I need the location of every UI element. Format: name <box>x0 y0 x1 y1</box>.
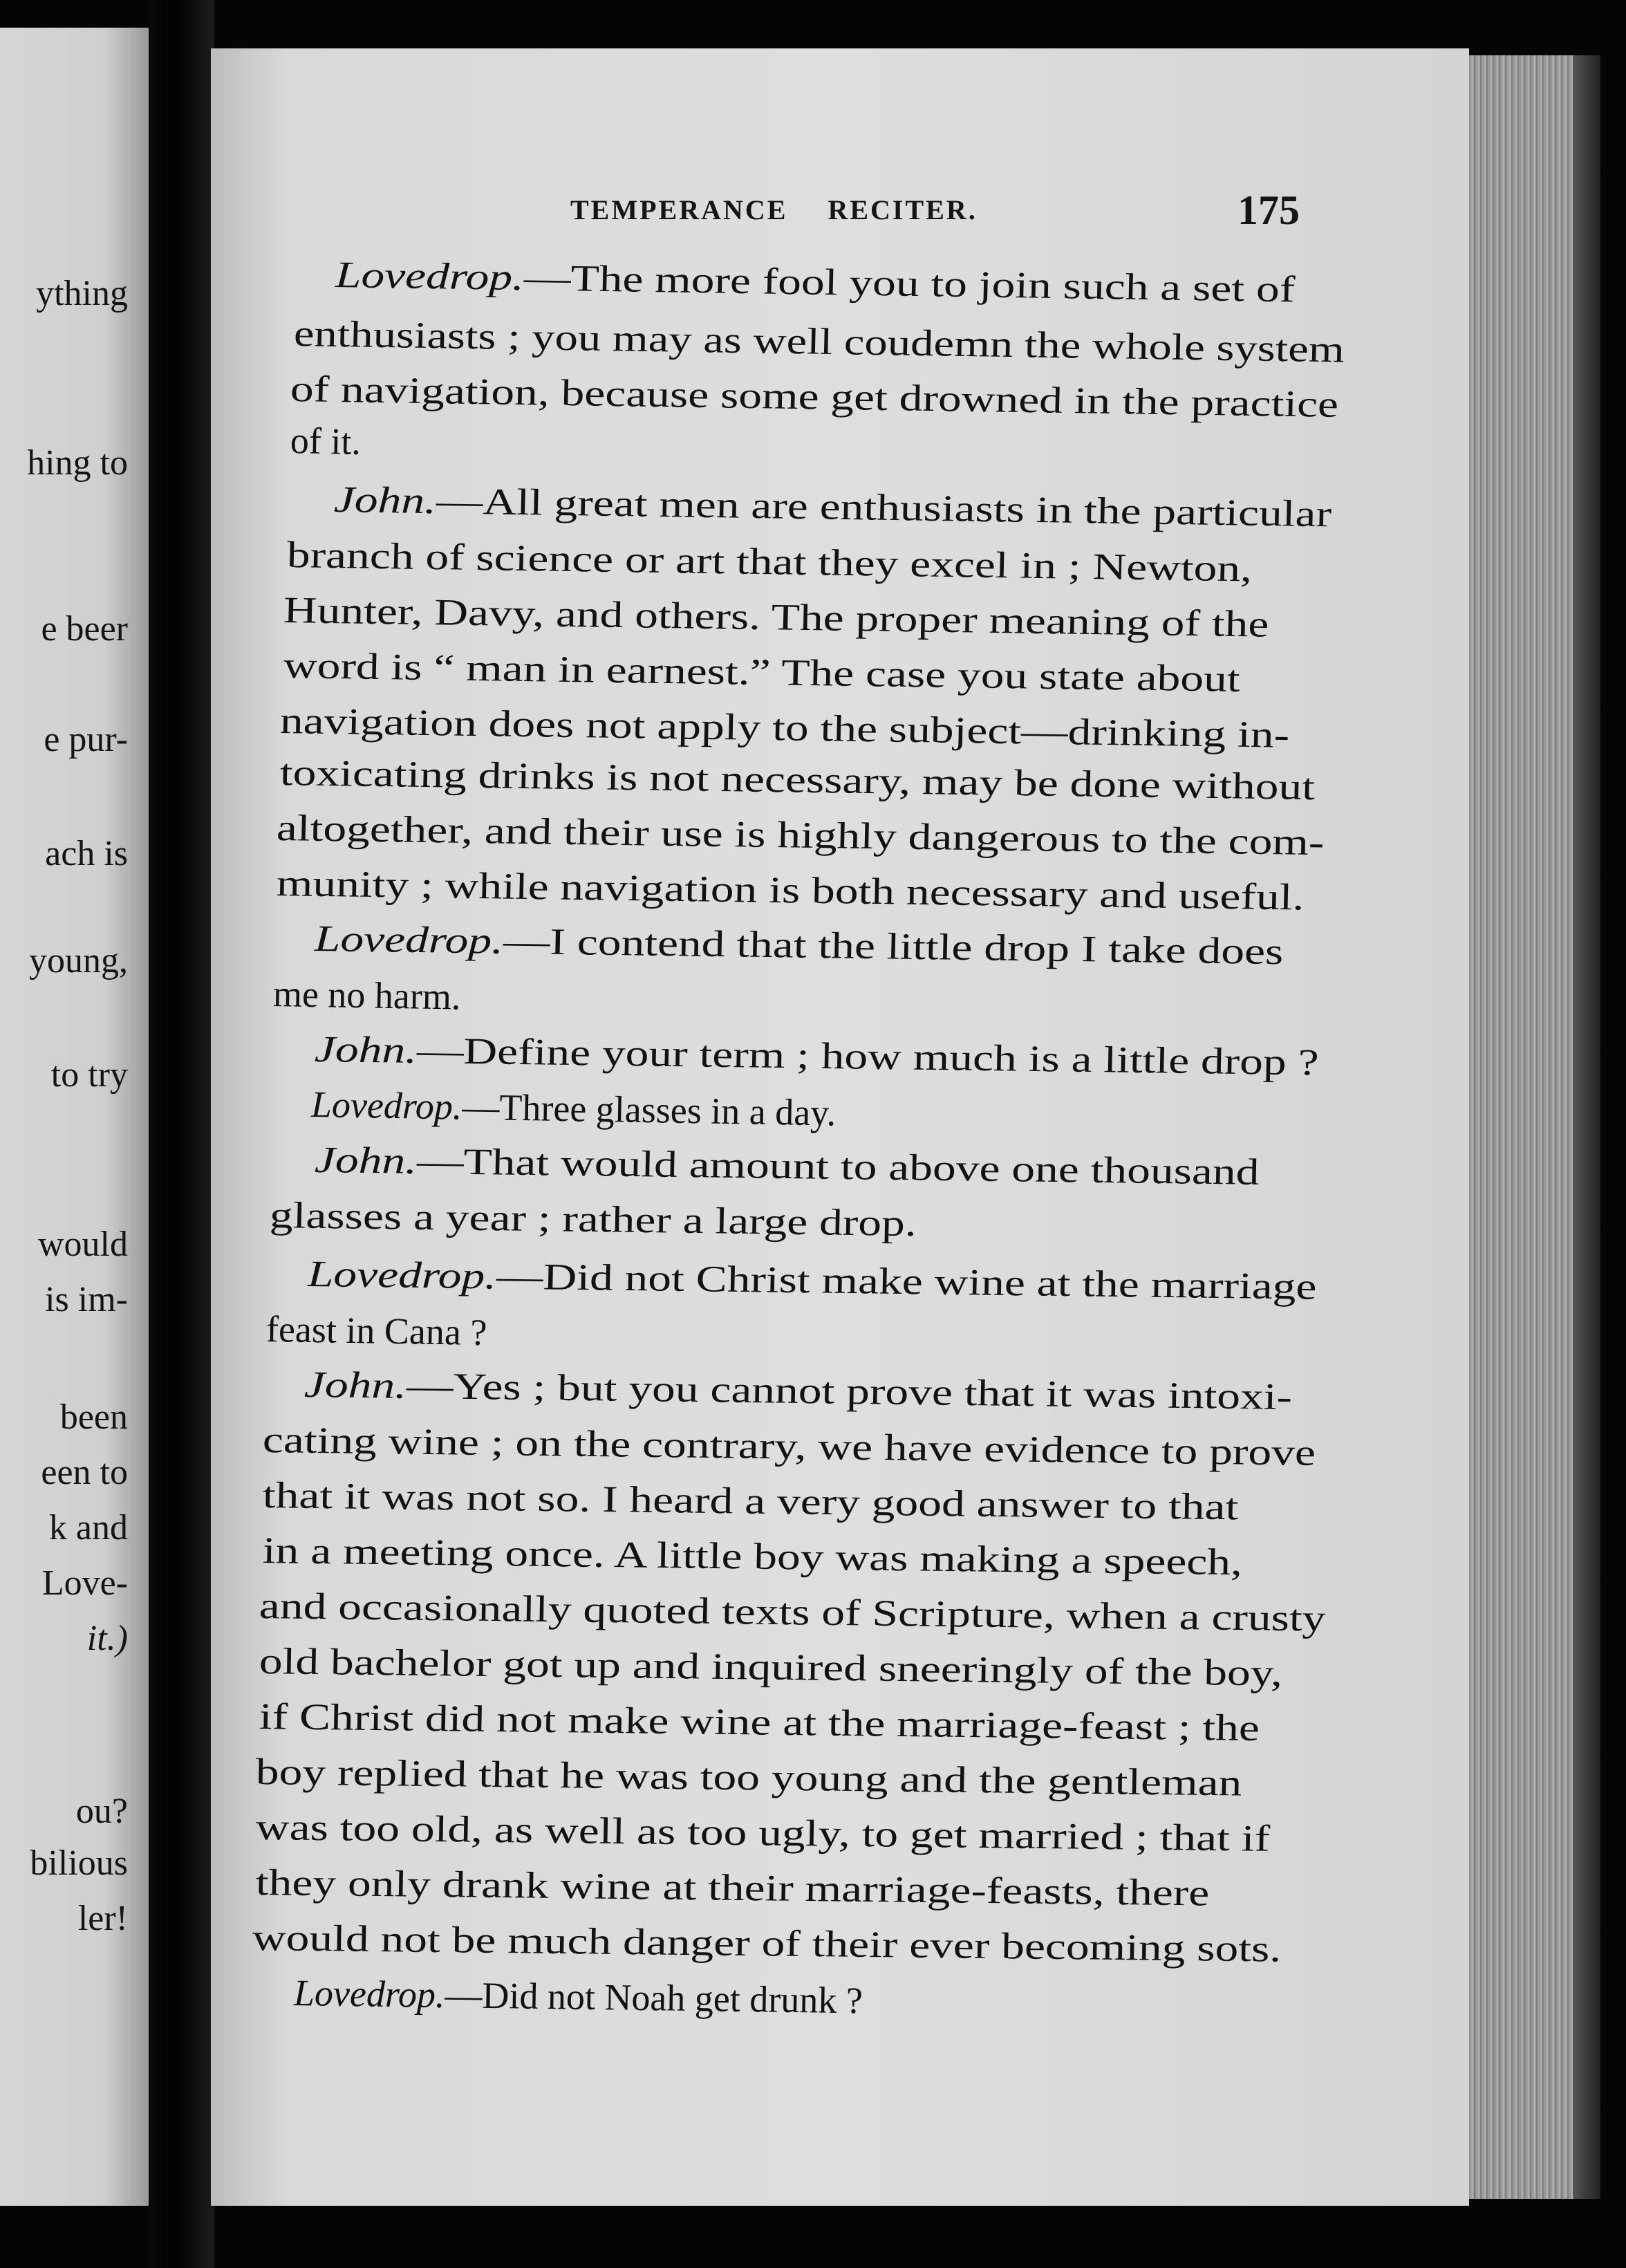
speaker-name: Lovedrop. <box>293 1972 445 2016</box>
text-line <box>276 807 1325 864</box>
previous-page-fragment: would <box>38 1225 128 1264</box>
line-text: —Did not Noah get drunk ? <box>445 1974 863 2022</box>
line-text: boy replied that he was too young and the gentleman <box>255 1751 1242 1804</box>
page-number: 175 <box>1237 187 1300 233</box>
text-line <box>259 1695 1260 1749</box>
line-text: munity ; while navigation is both necessary and useful. <box>276 862 1305 918</box>
line-text: word is “ man in earnest.” The case you state about <box>283 644 1241 700</box>
text-line <box>259 1587 1326 1637</box>
text-line <box>262 1474 1239 1528</box>
previous-page-fragment: young, <box>29 941 128 980</box>
running-head-word-1: TEMPERANCE <box>570 194 788 225</box>
line-text: —Define your term ; how much is a little drop ? <box>416 1029 1320 1084</box>
previous-page-fragment: een to <box>41 1453 128 1492</box>
text-line <box>314 1028 1320 1084</box>
text-line <box>303 1364 1293 1418</box>
line-text: in a meeting once. A little boy was making a speech, <box>262 1530 1243 1583</box>
text-line <box>290 370 1338 423</box>
line-text: me no harm. <box>272 973 461 1018</box>
text-line <box>333 478 1332 535</box>
text-line <box>283 591 1269 643</box>
line-text: altogether, and their use is highly dangerous to the com- <box>276 807 1325 864</box>
text-line <box>262 1532 1242 1581</box>
line-text: —All great men are enthusiasts in the particular <box>436 480 1332 535</box>
text-line <box>283 644 1241 700</box>
line-text: that it was not so. I heard a very good answer to that <box>262 1474 1239 1528</box>
line-text: would not be much danger of their ever becoming sots. <box>252 1917 1282 1970</box>
running-head-word-2: RECITER. <box>828 194 978 225</box>
text-line <box>276 864 1305 916</box>
previous-page-fragment: e pur- <box>44 720 128 759</box>
previous-page-edge <box>0 28 149 2206</box>
line-text: of navigation, because some get drowned in the practice <box>290 368 1339 425</box>
speaker-name: Lovedrop. <box>307 1253 497 1297</box>
line-text: of it. <box>290 420 362 463</box>
text-line <box>256 1863 1210 1912</box>
speaker-name: John. <box>303 1364 407 1406</box>
line-text: —Did not Christ make wine at the marriage <box>496 1255 1318 1308</box>
text-line <box>279 754 1315 806</box>
line-text: old bachelor got up and inquired sneeringly of the boy, <box>259 1640 1283 1694</box>
line-text: enthusiasts ; you may as well coudemn the whole system <box>293 313 1345 371</box>
line-text: —The more fool you to join such a set of <box>523 257 1296 310</box>
text-line <box>290 422 361 461</box>
line-text: —That would amount to above one thousand <box>416 1140 1260 1193</box>
previous-page-fragment: ler! <box>77 1899 128 1938</box>
text-line <box>262 1419 1316 1474</box>
previous-page-fragment: it.) <box>86 1619 128 1658</box>
previous-page-fragment: ything <box>36 274 128 313</box>
speaker-name: John. <box>314 1028 418 1071</box>
dialogue-text <box>211 48 1469 2206</box>
line-text: —Yes ; but you cannot prove that it was intoxi- <box>406 1364 1293 1418</box>
previous-page-fragment: k and <box>48 1508 128 1547</box>
text-line <box>314 1141 1260 1191</box>
previous-page-fragment: bilious <box>30 1843 128 1883</box>
text-line <box>335 256 1296 308</box>
line-text: they only drank wine at their marriage-feasts, there <box>255 1861 1210 1914</box>
text-line <box>311 1086 837 1132</box>
line-text: branch of science or art that they excel in ; Newton, <box>286 534 1253 590</box>
text-line <box>265 1308 487 1354</box>
previous-page-fragment: to try <box>50 1055 128 1095</box>
speaker-name: John. <box>333 478 437 522</box>
text-line <box>259 1642 1282 1692</box>
previous-page-fragment: ou? <box>75 1792 128 1831</box>
line-text: was too old, as well as too ugly, to get married ; that if <box>255 1806 1271 1859</box>
speaker-name: Lovedrop. <box>314 918 504 962</box>
line-text: Hunter, Davy, and others. The proper meaning of the <box>283 589 1270 645</box>
previous-page-fragment: e beer <box>41 609 128 649</box>
line-text: and occasionally quoted texts of Scripture, when a crusty <box>259 1585 1327 1639</box>
book-gutter <box>149 0 214 2268</box>
text-line <box>307 1253 1318 1308</box>
page-stack-edges <box>1452 55 1600 2199</box>
line-text: glasses a year ; rather a large drop. <box>269 1194 917 1245</box>
text-line <box>279 702 1289 754</box>
line-text: navigation does not apply to the subject—drinking in- <box>279 700 1290 756</box>
previous-page-fragment: ach is <box>45 834 128 873</box>
page-175 <box>211 48 1469 2206</box>
speaker-name: Lovedrop. <box>335 254 525 299</box>
text-line <box>286 534 1253 590</box>
speaker-name: John. <box>314 1139 418 1182</box>
text-line <box>293 1972 863 2022</box>
text-line <box>256 1808 1271 1857</box>
line-text: cating wine ; on the contrary, we have evidence to prove <box>262 1419 1316 1474</box>
previous-page-fragment: Love- <box>41 1563 128 1603</box>
text-line <box>252 1919 1282 1968</box>
previous-page-fragment: been <box>59 1397 128 1437</box>
previous-page-fragment: hing to <box>27 443 128 483</box>
line-text: —I contend that the little drop I take does <box>503 920 1284 973</box>
previous-page-fragment: is im- <box>45 1280 128 1319</box>
line-text: feast in Cana ? <box>265 1308 487 1354</box>
line-text: —Three glasses in a day. <box>461 1086 837 1134</box>
text-line <box>273 975 461 1016</box>
text-line <box>314 918 1284 973</box>
speaker-name: Lovedrop. <box>310 1084 462 1128</box>
line-text: if Christ did not make wine at the marriage-feast ; the <box>259 1695 1260 1749</box>
text-line <box>293 313 1345 371</box>
text-line <box>256 1753 1242 1802</box>
text-line <box>269 1194 917 1245</box>
line-text: toxicating drinks is not necessary, may be done without <box>279 752 1316 808</box>
